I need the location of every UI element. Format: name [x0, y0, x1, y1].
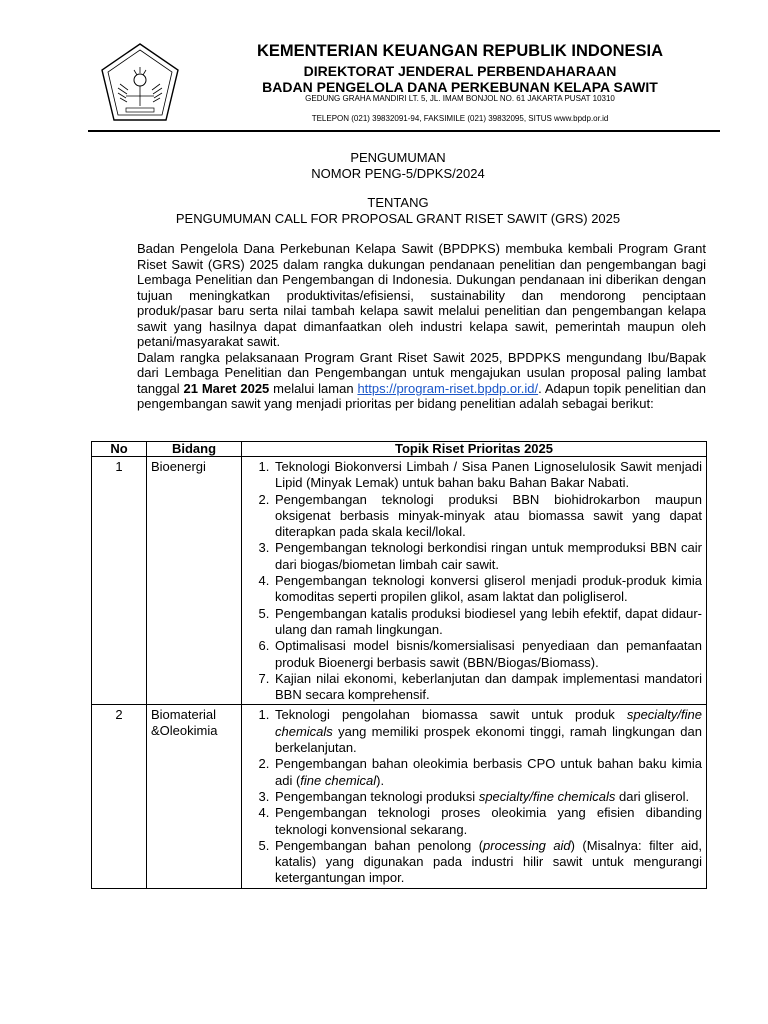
row-field: Biomaterial &Oleokimia	[147, 705, 242, 888]
announcement-label: PENGUMUMAN	[350, 150, 446, 165]
topic-item: 2. Pengembangan bahan oleokimia berbasis CPO untuk bahan baku kimia adi (fine chemical).	[273, 756, 702, 789]
topic-item: 3. Pengembangan teknologi produksi specialty/fine chemicals dari gliserol.	[273, 789, 702, 805]
topic-item: 5. Pengembangan katalis produksi biodiesel yang lebih efektif, dapat didaur-ulang dan ramah lingkungan.	[273, 606, 702, 639]
topic-item: 4. Pengembangan teknologi konversi gliserol menjadi produk-produk kimia komoditas seperti propilen glikol, asam laktat dan poligliserol.	[273, 573, 702, 606]
paragraph-2-part-b: melalui laman	[269, 380, 358, 396]
topic-item: 4. Pengembangan teknologi proses oleokimia yang efisien dibanding teknologi konvensional sekarang.	[273, 805, 702, 838]
paragraph-2-part-a: Dalam rangka pelaksanaan Program Grant Riset Sawit 2025, BPDPKS mengundang Ibu/Bapak dari Lembaga Penelitian dan Pengembangan untuk mengajukan usulan proposal paling lambat tanggal	[137, 349, 706, 396]
letterhead-divider	[88, 130, 720, 132]
header-field: Bidang	[147, 442, 242, 457]
research-topics-table	[91, 441, 707, 889]
topic-item: 1. Teknologi pengolahan biomassa sawit untuk produk specialty/fine chemicals yang memiliki prospek ekonomi tinggi, ramah lingkungan dan berkelanjutan.	[273, 707, 702, 756]
row-number: 1	[92, 457, 147, 705]
topic-item: 6. Optimalisasi model bisnis/komersialisasi penyediaan dan pemanfaatan produk Bioenergi berbasis sawit (BBN/Biogas/Biomass).	[273, 638, 702, 671]
row-number: 2	[92, 705, 147, 888]
topic-item: 1. Teknologi Biokonversi Limbah / Sisa Panen Lignoselulosik Sawit menjadi Lipid (Minyak Lemak) untuk bahan baku Bahan Bakar Nabati.	[273, 459, 702, 492]
agency-name: BADAN PENGELOLA DANA PERKEBUNAN KELAPA SAWIT	[262, 79, 658, 95]
agency-address: GEDUNG GRAHA MANDIRI LT. 5, JL. IMAM BONJOL NO. 61 JAKARTA PUSAT 10310	[305, 94, 615, 103]
paragraph-2	[90, 350, 706, 412]
announcement-subject: PENGUMUMAN CALL FOR PROPOSAL GRANT RISET SAWIT (GRS) 2025	[175, 211, 621, 226]
paragraph-1: Badan Pengelola Dana Perkebunan Kelapa Sawit (BPDPKS) membuka kembali Program Grant Riset Sawit (GRS) 2025 dalam rangka dukungan pendanaan penelitian dan pengembangan bagi Lembaga Penelitian dan Pengembangan di Indonesia. Dukungan pendanaan ini diberikan dengan tujuan meningkatkan produktivitas/efisiensi, sustainability dan mendorong penciptaan produk/pasar baru serta nilai tambah kelapa sawit melalui penelitian dan pengembangan kelapa sawit yang hasilnya dapat dimanfaatkan oleh industri kelapa sawit, pemerintah maupun oleh petani/masyarakat sawit.	[137, 241, 706, 349]
row-topics	[242, 705, 707, 888]
topic-item: 2. Pengembangan teknologi produksi BBN biohidrokarbon maupun oksigenat berbasis minyak-minyak atau biomassa sawit yang dapat diterapkan pada skala kecil/lokal.	[273, 492, 702, 541]
agency-contact: TELEPON (021) 39832091-94, FAKSIMILE (021) 39832095, SITUS www.bpdp.or.id	[311, 114, 609, 123]
ministry-name: KEMENTERIAN KEUANGAN REPUBLIK INDONESIA	[256, 42, 664, 60]
directorate-name: DIREKTORAT JENDERAL PERBENDAHARAAN	[303, 63, 617, 79]
topic-item: 5. Pengembangan bahan penolong (processing aid) (Misalnya: filter aid, katalis) yang digunakan pada industri hilir sawit untuk mengurangi ketergantungan impor.	[273, 838, 702, 887]
announcement-about: TENTANG	[367, 195, 429, 210]
table-row	[92, 705, 707, 888]
deadline-date: 21 Maret 2025	[183, 380, 270, 396]
ministry-logo-icon	[96, 40, 184, 128]
topic-item: 3. Pengembangan teknologi berkondisi ringan untuk memproduksi BBN cair dari biogas/biometan limbah cair sawit.	[273, 540, 702, 573]
header-topics: Topik Riset Prioritas 2025	[242, 442, 707, 457]
announcement-number: NOMOR PENG-5/DPKS/2024	[311, 166, 485, 181]
program-link[interactable]: https://program-riset.bpdp.or.id/	[357, 380, 539, 396]
table-row	[92, 457, 707, 705]
paragraph-2-part-c: . Adapun topik penelitian dan pengembangan sawit yang menjadi prioritas per bidang penelitian adalah sebagai berikut:	[137, 380, 707, 411]
row-field: Bioenergi	[147, 457, 242, 705]
row-topics	[242, 457, 707, 705]
header-no: No	[92, 442, 147, 457]
body-text	[90, 241, 706, 412]
topic-item: 7. Kajian nilai ekonomi, keberlanjutan dan dampak implementasi mandatori BBN secara komprehensif.	[273, 671, 702, 704]
table-header-row	[92, 442, 707, 457]
